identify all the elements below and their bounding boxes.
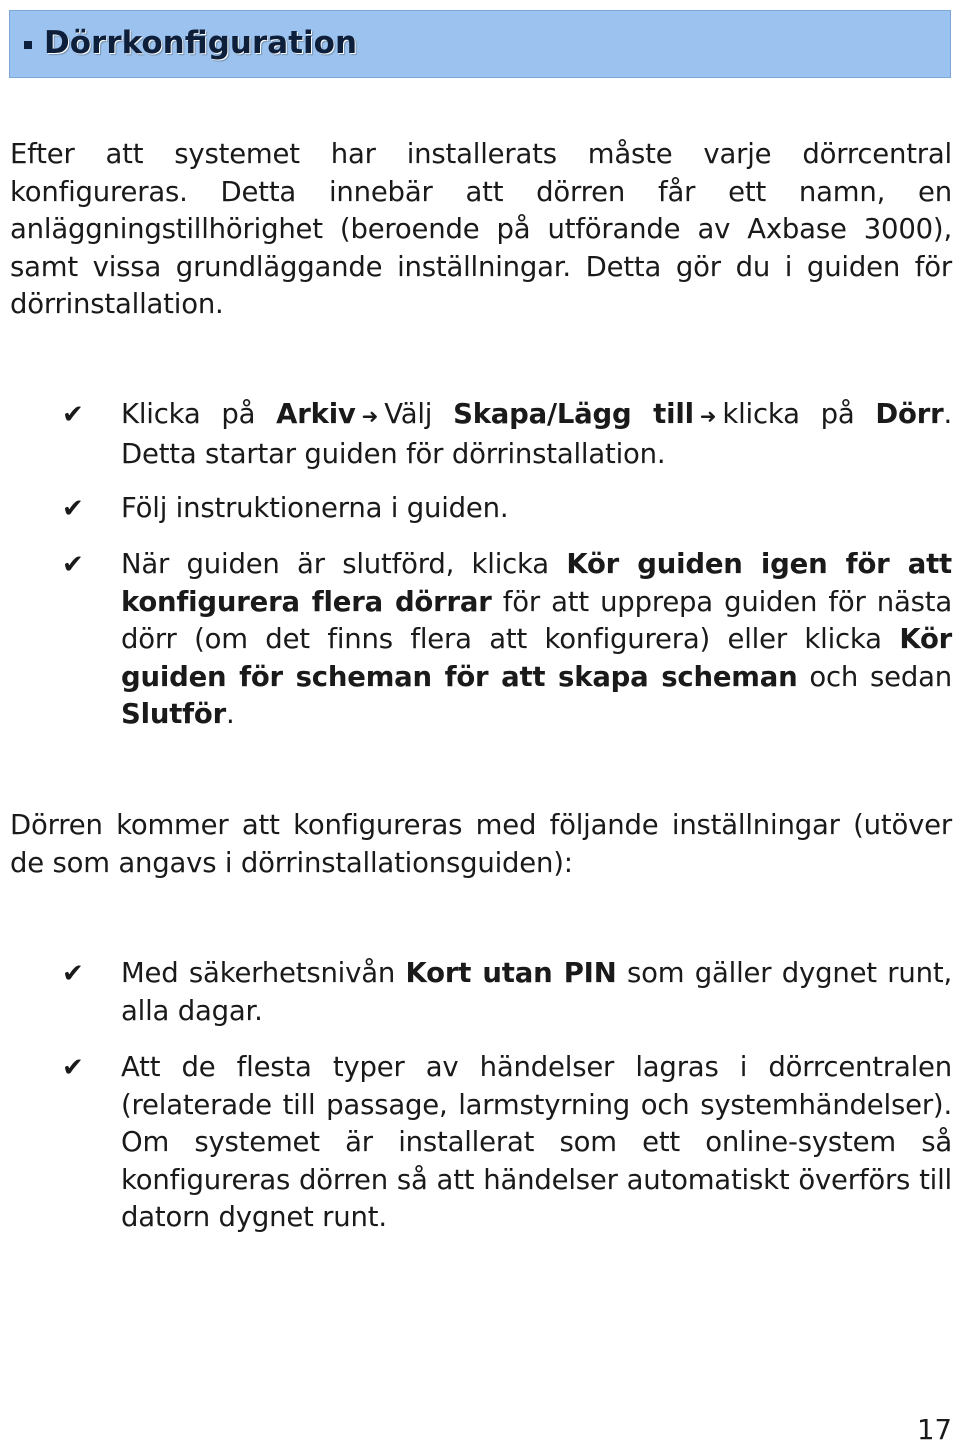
page-number: 17	[917, 1414, 952, 1446]
setting-text: Med säkerhetsnivån Kort utan PIN som gäller dygnet runt, alla dagar.	[121, 957, 952, 1027]
button-run-schedule-wizard: Kör guiden för scheman för att skapa scheman	[121, 623, 952, 693]
checkmark-icon: ✔	[62, 550, 84, 580]
button-run-wizard-again: Kör guiden igen för att konfigurera flera dörrar	[121, 548, 952, 618]
menu-skapa-lagg-till: Skapa/Lägg till	[453, 398, 694, 430]
section-title: Dörrkonfiguration	[44, 25, 358, 61]
intro-paragraph: Efter att systemet har installerats måste varje dörrcentral konfigureras. Detta innebär att dörren får ett namn, en anläggningstillhörighet (beroende på utförande av Axbase 3000), samt vissa grundläggande inställningar. Detta gör du i guiden för dörrinstallation.	[10, 138, 952, 320]
checkmark-icon: ✔	[62, 959, 84, 989]
checkmark-icon: ✔	[62, 400, 84, 430]
checkmark-icon: ✔	[62, 494, 84, 524]
section-header	[9, 10, 951, 78]
step-text: Följ instruktionerna i guiden.	[121, 492, 509, 524]
step-text: När guiden är slutförd, klicka Kör guiden igen för att konfigurera flera dörrar för att upprepa guiden för nästa dörr (om det finns flera att konfigurera) eller klicka Kör guiden för scheman för att skapa scheman och sedan Slutför.	[121, 548, 953, 730]
setting-text: Att de flesta typer av händelser lagras i dörrcentralen (relaterade till passage, larmstyrning och systemhändelser). Om systemet är installerat som ett online-system så konfigureras dörren så att händelser automatiskt överförs till datorn dygnet runt.	[121, 1051, 952, 1233]
checkmark-icon: ✔	[62, 1053, 84, 1083]
step-text: Klicka på Arkiv ➜ Välj Skapa/Lägg till ➜ klicka på Dörr. Detta startar guiden för dörrinstallation.	[121, 398, 952, 470]
arrow-right-icon: ➜	[699, 404, 717, 428]
menu-dorr: Dörr	[875, 398, 944, 430]
security-level: Kort utan PIN	[405, 957, 617, 989]
arrow-right-icon: ➜	[361, 404, 379, 428]
menu-arkiv: Arkiv	[276, 398, 356, 430]
button-finish: Slutför	[121, 698, 226, 730]
settings-intro-paragraph: Dörren kommer att konfigureras med följande inställningar (utöver de som angavs i dörrinstallationsguiden):	[10, 809, 952, 879]
square-bullet-icon	[24, 41, 32, 49]
